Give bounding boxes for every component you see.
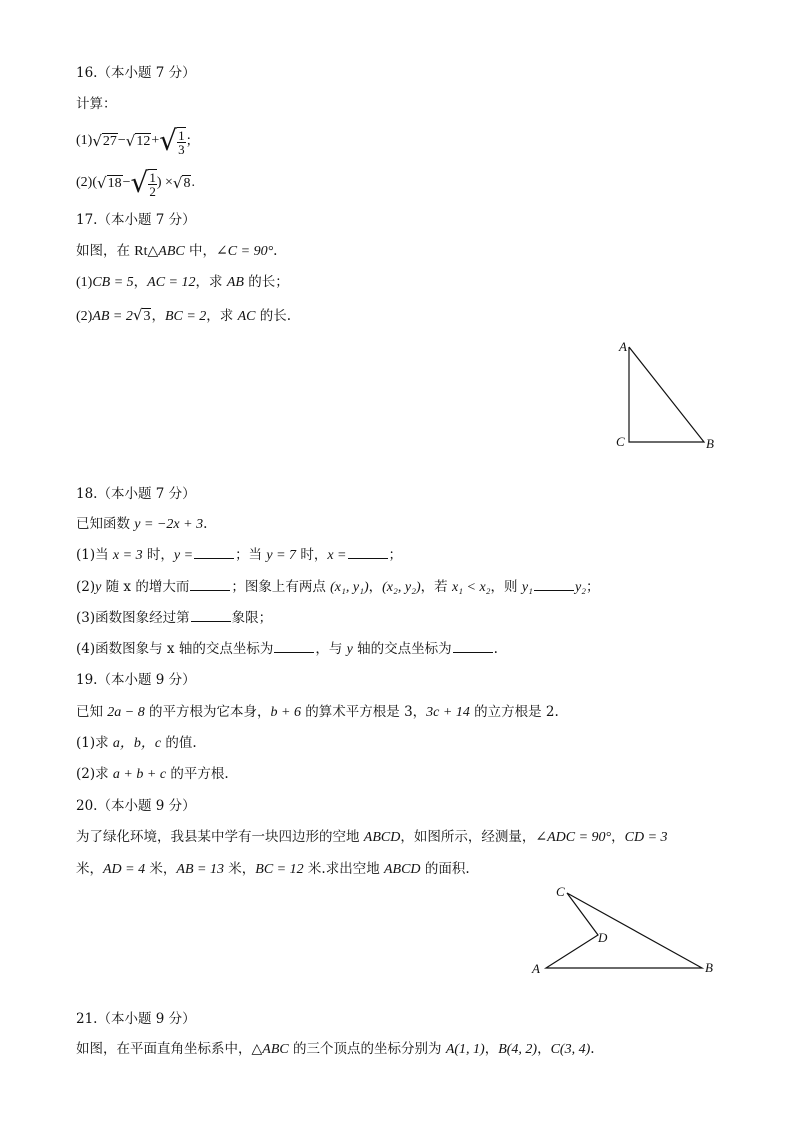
q19-part1: (1)求 a，b，c 的值.: [76, 735, 197, 751]
minus-sign: −: [117, 133, 126, 148]
q20-quadrilateral-figure: [528, 882, 728, 982]
semicolon: ；: [185, 133, 200, 149]
q19-header: 19.（本小题 9 分）: [76, 672, 196, 688]
q16-part2-fraction: $\frac{1}{2}$: [149, 169, 156, 199]
period: .: [191, 175, 195, 190]
q17-part1: (1)CB = 5，AC = 12，求 AB 的长；: [76, 274, 289, 290]
answer-blank[interactable]: [191, 609, 231, 622]
q16-part1: (1) √ 27 − √ 12 + √ $\frac{1}{3}$ ；: [76, 124, 200, 157]
q19-part2: (2)求 a + b + c 的平方根.: [76, 766, 229, 782]
q16-part2-radicand-b: 8: [183, 175, 191, 191]
q18-stem: 已知函数 y = −2x + 3.: [76, 516, 208, 532]
answer-blank[interactable]: [194, 546, 234, 559]
q17-right-triangle-figure: [610, 335, 730, 455]
q19-stem: 已知 2a − 8 的平方根为它本身，b + 6 的算术平方根是 3，3c + 14 的立方根是 2.: [76, 704, 559, 720]
q16-part2-radicand-a: 18: [107, 175, 122, 191]
q16-part1-label: (1): [76, 133, 93, 148]
times-sign: ) ×: [156, 175, 173, 190]
q18-part4: (4)函数图象与 x 轴的交点坐标为 ，与 y 轴的交点坐标为 .: [76, 641, 498, 657]
answer-blank[interactable]: [190, 578, 230, 591]
vertex-label-c: C: [556, 884, 565, 899]
q18-part2: (2)y 随 x 的增大而 ；图象上有两点 (x₁, y₁)，(x₂, y₂)，若 x₁ < x₂，则 y₁ y₂；: [76, 579, 600, 595]
vertex-label-b: B: [706, 436, 714, 451]
vertex-label-c: C: [616, 434, 625, 449]
q17-part2: (2)AB = 2√3，BC = 2，求 AC 的长.: [76, 306, 292, 324]
q16-instruction: 计算：: [76, 96, 117, 112]
q16-header: 16.（本小题 7 分）: [76, 65, 196, 81]
q16-part1-fraction: $\frac{1}{3}$: [178, 127, 185, 157]
q21-stem: 如图，在平面直角坐标系中，△ABC 的三个顶点的坐标分别为 A(1, 1)，B(4, 2)，C(3, 4).: [76, 1041, 595, 1057]
q18-header: 18.（本小题 7 分）: [76, 486, 196, 502]
vertex-label-d: D: [598, 930, 608, 945]
q20-line1: 为了绿化环境，我县某中学有一块四边形的空地 ABCD，如图所示，经测量，∠ADC = 90°，CD = 3: [76, 829, 668, 845]
q16-part1-radicand-a: 27: [102, 133, 117, 149]
q17-stem: 如图，在 Rt△ABC 中，∠C = 90°.: [76, 243, 278, 259]
vertex-label-a: A: [619, 339, 627, 354]
q17-header: 17.（本小题 7 分）: [76, 212, 196, 228]
q20-line2: 米，AD = 4 米，AB = 13 米，BC = 12 米.求出空地 ABCD 的面积.: [76, 861, 470, 877]
q20-header: 20.（本小题 9 分）: [76, 798, 196, 814]
answer-blank[interactable]: [348, 546, 388, 559]
vertex-label-a: A: [532, 961, 540, 976]
vertex-label-b: B: [705, 960, 713, 975]
q18-part1: (1)当 x = 3 时，y = ；当 y = 7 时，x = ；: [76, 547, 402, 563]
q16-part2: (2)( √ 18 − √ $\frac{1}{2}$ ) × √ 8 .: [76, 166, 195, 199]
q18-part3: (3)函数图象经过第 象限；: [76, 610, 273, 626]
answer-blank[interactable]: [534, 578, 574, 591]
answer-blank[interactable]: [453, 640, 493, 653]
answer-blank[interactable]: [274, 640, 314, 653]
q21-header: 21.（本小题 9 分）: [76, 1011, 196, 1027]
plus-sign: +: [151, 133, 160, 148]
q16-part1-radicand-b: 12: [136, 133, 151, 149]
q16-part2-label: (2)(: [76, 175, 97, 190]
minus-sign: −: [122, 175, 131, 190]
